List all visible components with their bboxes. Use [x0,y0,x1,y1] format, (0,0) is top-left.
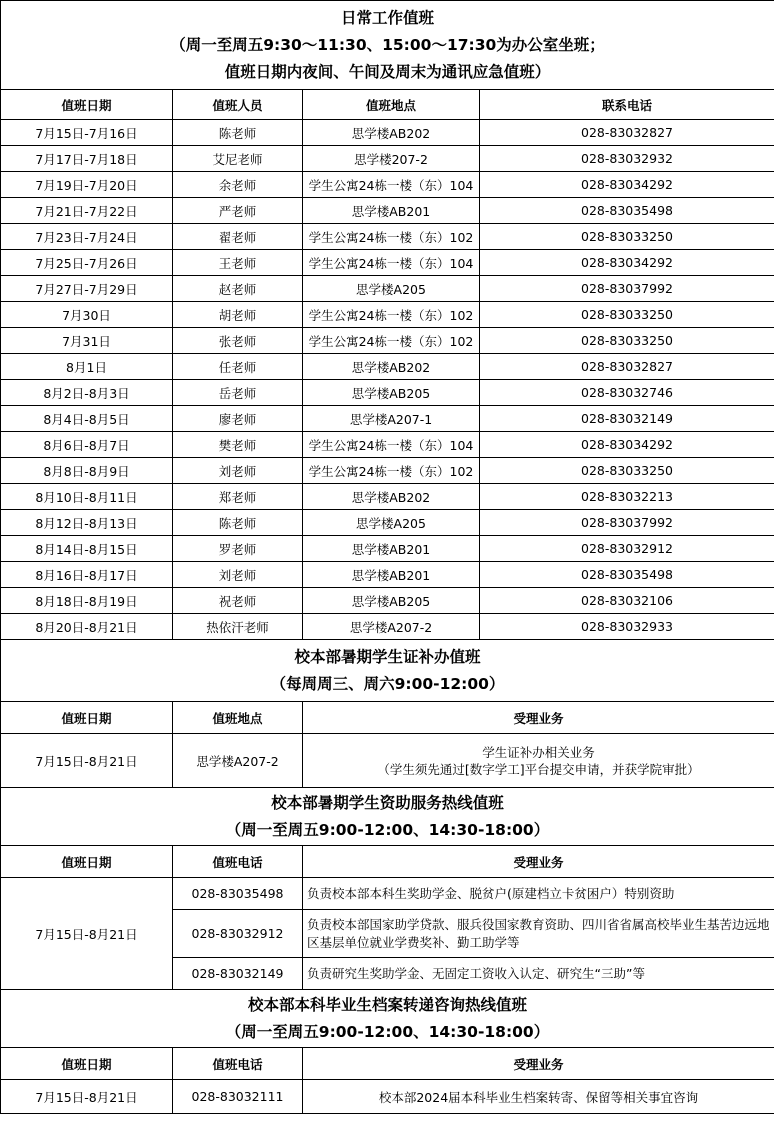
table-row [1,328,774,354]
duty-date: 8月16日-8月17日 [1,562,173,588]
daily-duty-subtitle-1: （周一至周五9:30～11:30、15:00～17:30为办公室坐班； [170,35,605,54]
table-row [1,250,774,276]
table-row [1,224,774,250]
duty-person: 陈老师 [173,510,303,536]
duty-person: 赵老师 [173,276,303,302]
duty-location: 思学楼AB201 [303,198,480,224]
aid-service: 负责校本部国家助学贷款、服兵役国家教育资助、四川省省属高校毕业生基苦边远地区基层单位就业学费奖补、勤工助学等 [303,910,774,958]
duty-location: 学生公寓24栋一楼（东）102 [303,328,480,354]
archive-column-headers [1,1048,774,1080]
idcard-location: 思学楼A207-2 [173,734,303,788]
duty-phone: 028-83034292 [480,250,774,276]
table-row [1,734,774,788]
table-row [1,354,774,380]
duty-location: 学生公寓24栋一楼（东）102 [303,458,480,484]
daily-duty-title: 日常工作值班 [341,8,435,27]
duty-phone: 028-83032106 [480,588,774,614]
column-header-service: 受理业务 [303,702,774,734]
duty-location: 学生公寓24栋一楼（东）102 [303,224,480,250]
duty-date: 7月15日-7月16日 [1,120,173,146]
duty-location: 思学楼AB205 [303,380,480,406]
duty-person: 胡老师 [173,302,303,328]
table-row [1,614,774,640]
column-header-location: 值班地点 [303,90,480,120]
duty-date: 8月4日-8月5日 [1,406,173,432]
table-row [1,172,774,198]
duty-phone: 028-83033250 [480,328,774,354]
duty-location: 学生公寓24栋一楼（东）102 [303,302,480,328]
duty-date: 7月27日-7月29日 [1,276,173,302]
column-header-date: 值班日期 [1,702,173,734]
idcard-date: 7月15日-8月21日 [1,734,173,788]
duty-location: 学生公寓24栋一楼（东）104 [303,250,480,276]
table-row [1,198,774,224]
table-row [1,380,774,406]
aid-subtitle: （周一至周五9:00-12:00、14:30-18:00） [225,820,550,839]
duty-date: 8月14日-8月15日 [1,536,173,562]
column-header-person: 值班人员 [173,90,303,120]
duty-phone: 028-83032933 [480,614,774,640]
column-header-phone: 值班电话 [173,1048,303,1080]
duty-phone: 028-83032746 [480,380,774,406]
table-row [1,562,774,588]
duty-date: 7月25日-7月26日 [1,250,173,276]
daily-duty-column-headers [1,90,774,120]
column-header-phone: 联系电话 [480,90,774,120]
table-row [1,432,774,458]
aid-phone: 028-83032149 [173,958,303,990]
duty-location: 思学楼A205 [303,510,480,536]
aid-phone: 028-83032912 [173,910,303,958]
duty-location: 思学楼AB202 [303,354,480,380]
duty-date: 7月31日 [1,328,173,354]
duty-date: 7月21日-7月22日 [1,198,173,224]
duty-date: 7月17日-7月18日 [1,146,173,172]
duty-phone: 028-83034292 [480,432,774,458]
idcard-service-line-2: （学生须先通过[数字学工]平台提交申请，并获学院审批） [377,761,700,777]
duty-person: 刘老师 [173,458,303,484]
duty-person: 岳老师 [173,380,303,406]
aid-date: 7月15日-8月21日 [1,878,173,990]
duty-phone: 028-83033250 [480,224,774,250]
duty-phone: 028-83034292 [480,172,774,198]
duty-location: 思学楼AB205 [303,588,480,614]
duty-person: 陈老师 [173,120,303,146]
duty-person: 王老师 [173,250,303,276]
duty-location: 思学楼A207-2 [303,614,480,640]
duty-person: 艾尼老师 [173,146,303,172]
duty-phone: 028-83037992 [480,510,774,536]
duty-person: 任老师 [173,354,303,380]
aid-phone: 028-83035498 [173,878,303,910]
table-row [1,406,774,432]
duty-phone: 028-83033250 [480,458,774,484]
table-row [1,1080,774,1114]
duty-date: 7月30日 [1,302,173,328]
duty-person: 樊老师 [173,432,303,458]
archive-service: 校本部2024届本科毕业生档案转寄、保留等相关事宜咨询 [303,1080,774,1114]
idcard-header [1,640,774,702]
column-header-phone: 值班电话 [173,846,303,878]
idcard-subtitle: （每周周三、周六9:00-12:00） [270,674,505,693]
idcard-service [303,734,774,788]
duty-date: 8月10日-8月11日 [1,484,173,510]
duty-date: 8月1日 [1,354,173,380]
column-header-date: 值班日期 [1,846,173,878]
table-row [1,588,774,614]
column-header-date: 值班日期 [1,1048,173,1080]
duty-location: 思学楼AB202 [303,120,480,146]
duty-location: 思学楼AB201 [303,536,480,562]
duty-date: 8月18日-8月19日 [1,588,173,614]
duty-date: 8月8日-8月9日 [1,458,173,484]
aid-header [1,788,774,846]
table-row [1,302,774,328]
duty-date: 8月6日-8月7日 [1,432,173,458]
duty-date: 8月20日-8月21日 [1,614,173,640]
duty-person: 严老师 [173,198,303,224]
duty-location: 学生公寓24栋一楼（东）104 [303,172,480,198]
daily-duty-subtitle-2: 值班日期内夜间、午间及周末为通讯应急值班） [224,62,551,81]
archive-subtitle: （周一至周五9:00-12:00、14:30-18:00） [225,1022,550,1041]
duty-phone: 028-83032912 [480,536,774,562]
idcard-service-line-1: 学生证补办相关业务 [482,744,595,760]
table-row [1,510,774,536]
duty-phone: 028-83037992 [480,276,774,302]
duty-phone: 028-83032213 [480,484,774,510]
duty-person: 罗老师 [173,536,303,562]
column-header-service: 受理业务 [303,1048,774,1080]
duty-location: 思学楼207-2 [303,146,480,172]
duty-location: 思学楼A205 [303,276,480,302]
duty-person: 余老师 [173,172,303,198]
table-row [1,878,774,910]
aid-service: 负责研究生奖助学金、无固定工资收入认定、研究生“三助”等 [303,958,774,990]
duty-phone: 028-83035498 [480,198,774,224]
duty-date: 7月23日-7月24日 [1,224,173,250]
table-row [1,146,774,172]
duty-date: 8月12日-8月13日 [1,510,173,536]
table-row [1,276,774,302]
duty-phone: 028-83032827 [480,354,774,380]
archive-header [1,990,774,1048]
duty-person: 翟老师 [173,224,303,250]
duty-phone: 028-83032932 [480,146,774,172]
idcard-column-headers [1,702,774,734]
duty-phone: 028-83032149 [480,406,774,432]
duty-location: 思学楼A207-1 [303,406,480,432]
column-header-date: 值班日期 [1,90,173,120]
archive-date: 7月15日-8月21日 [1,1080,173,1114]
duty-person: 热依汗老师 [173,614,303,640]
table-row [1,120,774,146]
duty-person: 廖老师 [173,406,303,432]
archive-phone: 028-83032111 [173,1080,303,1114]
table-row [1,458,774,484]
duty-location: 思学楼AB202 [303,484,480,510]
duty-phone: 028-83033250 [480,302,774,328]
duty-person: 郑老师 [173,484,303,510]
duty-date: 8月2日-8月3日 [1,380,173,406]
duty-phone: 028-83032827 [480,120,774,146]
duty-person: 刘老师 [173,562,303,588]
column-header-location: 值班地点 [173,702,303,734]
column-header-service: 受理业务 [303,846,774,878]
duty-date: 7月19日-7月20日 [1,172,173,198]
duty-person: 张老师 [173,328,303,354]
daily-duty-header [1,1,774,90]
table-row [1,536,774,562]
duty-person: 祝老师 [173,588,303,614]
idcard-title: 校本部暑期学生证补办值班 [294,647,481,666]
aid-column-headers [1,846,774,878]
aid-service: 负责校本部本科生奖助学金、脱贫户(原建档立卡贫困户）特别资助 [303,878,774,910]
duty-location: 思学楼AB201 [303,562,480,588]
duty-phone: 028-83035498 [480,562,774,588]
table-row [1,484,774,510]
aid-title: 校本部暑期学生资助服务热线值班 [271,793,504,812]
duty-location: 学生公寓24栋一楼（东）104 [303,432,480,458]
archive-title: 校本部本科毕业生档案转递咨询热线值班 [248,995,528,1014]
